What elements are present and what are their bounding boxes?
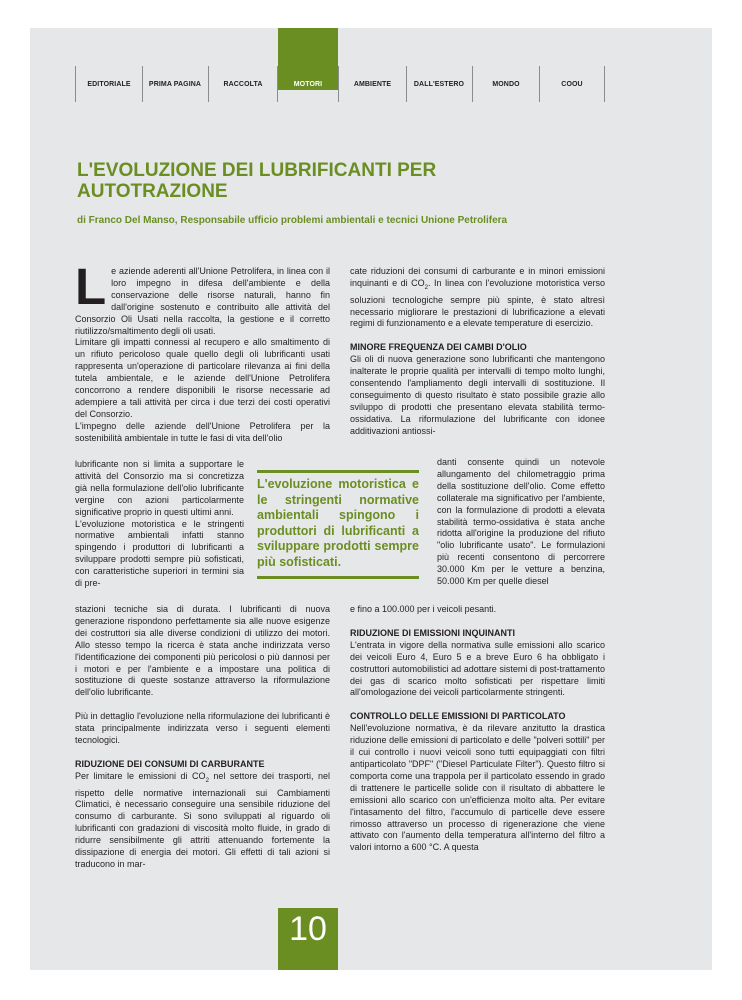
left-column-narrow bbox=[75, 459, 244, 590]
paragraph: L'impegno delle aziende dell'Unione Petrolifera per la sostenibilità ambientale in tutte le fasi di vita dell'olio bbox=[75, 420, 330, 443]
paragraph: e aziende aderenti all'Unione Petrolifera, in linea con il loro impegno in difesa dell'ambiente e della conservazione delle risorse naturali, hanno fin dall'origine sostenuto e contribuito alle attività del Consorzio Oli Usati nella raccolta, la gestione e il corretto riutilizzo/smaltimento degli oli usati. bbox=[75, 266, 330, 336]
paragraph: Più in dettaglio l'evoluzione nella riformulazione dei lubrificanti è stata principalmente indirizzata verso i seguenti elementi tecnologici. bbox=[75, 711, 330, 746]
nav-item-coou[interactable]: COOU bbox=[540, 66, 605, 102]
paragraph: L'evoluzione motoristica e le stringenti normative ambientali infatti stanno spingendo i produttori di lubrificanti a sviluppare prodotti sempre più sofisticati, con caratteristiche superiori in termini sia di pre- bbox=[75, 518, 244, 589]
article-byline: di Franco Del Manso, Responsabile ufficio problemi ambientali e tecnici Unione Petrolifera bbox=[77, 215, 508, 226]
paragraph: Limitare gli impatti connessi al recupero e allo smaltimento di un rifiuto pericoloso quale quello degli oli lubrificanti usati rappresenta un'operazione di particolare rilevanza ai fini della tutela ambientale, e le aziende dell'Unione Petrolifera concorrono a rendere disponibili le risorse necessarie ad adempiere a tali attività per circa i due terzi dei costi operativi del Consorzio. bbox=[75, 337, 330, 419]
right-column-top bbox=[350, 266, 605, 438]
section-nav bbox=[75, 66, 605, 102]
paragraph: Per limitare le emissioni di $CO_2$ nel settore dei trasporti, nel rispetto delle normative internazionali sui Cambiamenti Climatici, è necessario conseguire una sensibile riduzione del consumo di carburante. Si sono sviluppati al riguardo oli lubrificanti con gradazioni di viscosità molto fluide, in grado di ridurre sensibilmente gli attriti attenuando fortemente la dissipazione di energia dei motori. Gli effetti di tali azioni si traducono in mar- bbox=[75, 770, 330, 870]
pull-quote: L'evoluzione motoristica e le stringenti normative ambientali spingono i produttori di lubrificanti a sviluppare prodotti sempre più sofisticati. bbox=[257, 470, 419, 579]
section-heading: RIDUZIONE DEI CONSUMI DI CARBURANTE bbox=[75, 758, 265, 769]
drop-cap: L bbox=[75, 258, 107, 315]
paragraph: danti consente quindi un notevole allungamento del chilometraggio prima della sostituzione dell'olio. Come effetto collaterale ma significativo per l'ambiente, con la formulazione di prodotti a elevata stabilità termo-ossidativa è stata anche ridotta all'origine la produzione del rifiuto "olio lubrificante usato". Le formulazioni più recenti consentono di percorrere 30.000 Km per le vetture a benzina, 50.000 Km per quelle diesel bbox=[437, 457, 605, 587]
nav-item-motori[interactable]: MOTORI bbox=[293, 80, 323, 88]
paragraph: Nell'evoluzione normativa, è da rilevare anzitutto la drastica riduzione delle emissioni di particolato e delle "polveri sottili" per il cui controllo i nuovi veicoli sono tutti equipaggiati con filtri antiparticolato "DPF" ("Diesel Particulate Filter"). Questo filtro si comporta come una trappola per il particolato essendo in grado di trattenere le particelle solide con il risultato di abbattere le emissioni allo scarico con un'efficienza molto alta. Per evitare l'intasamento del filtro, l'accumulo di particelle deve essere rimosso attraverso un processo di rigenerazione che viene attivato con l'aumento della temperatura all'interno del filtro a valori intorno a 600 °C. A questa bbox=[350, 723, 605, 853]
paragraph: e fino a 100.000 per i veicoli pesanti. bbox=[350, 604, 497, 614]
section-heading: RIDUZIONE DI EMISSIONI INQUINANTI bbox=[350, 627, 516, 638]
article-title: L'EVOLUZIONE DEI LUBRIFICANTI PER AUTOTRAZIONE bbox=[77, 160, 437, 202]
paragraph: cate riduzioni dei consumi di carburante e in minori emissioni inquinanti e di $CO_2$. In linea con l'evoluzione motoristica verso soluzioni tecnologiche sempre più spinte, è stato altresì necessario migliorare le prestazioni di lubrificazione a elevati regimi di funzionamento e a elevate temperature di esercizio. bbox=[350, 266, 606, 329]
nav-item-mondo[interactable]: MONDO bbox=[473, 66, 540, 102]
paragraph: L'entrata in vigore della normativa sulle emissioni allo scarico dei veicoli Euro 4, Euro 5 e a breve Euro 6 ha obbligato i costruttori automobilistici ad adottare sistemi di post-trattamento dei gas di scarico molto sofisticati per rispettare limiti all'omologazione dei veicoli particolarmente stringenti. bbox=[350, 639, 605, 698]
right-column-narrow bbox=[437, 457, 605, 588]
right-column-bottom bbox=[350, 604, 605, 854]
nav-item-ambiente[interactable]: AMBIENTE bbox=[338, 66, 407, 102]
page-number: 10 bbox=[289, 910, 327, 948]
nav-item-prima-pagina[interactable]: PRIMA PAGINA bbox=[142, 66, 209, 102]
nav-item-dall-estero[interactable]: DALL'ESTERO bbox=[406, 66, 473, 102]
section-heading: CONTROLLO DELLE EMISSIONI DI PARTICOLATO bbox=[350, 711, 566, 722]
paragraph: stazioni tecniche sia di durata. I lubrificanti di nuova generazione rispondono perfettamente sia alle nuove esigenze dei costruttori sia alle diverse condizioni di utilizzo dei motori. Allo stesso tempo la ricerca è stata anche indirizzata verso l'identificazione dei componenti più pericolosi o più dannosi per i motori e per l'ambiente e a impostare una politica di sostituzione di queste sostanze attraverso la riformulazione dell'olio lubrificante. bbox=[75, 604, 330, 698]
nav-item-raccolta[interactable]: RACCOLTA bbox=[209, 66, 278, 102]
paragraph: lubrificante non si limita a supportare le attività del Consorzio ma si concretizza già nella formulazione dell'olio lubrificante vergine con azioni particolarmente significative proprio in questi ultimi anni. bbox=[75, 459, 244, 517]
left-column-bottom bbox=[75, 604, 330, 871]
section-heading: MINORE FREQUENZA DEI CAMBI D'OLIO bbox=[350, 342, 527, 353]
left-column-top bbox=[75, 258, 330, 445]
paragraph: Gli oli di nuova generazione sono lubrificanti che mantengono inalterate le proprie qualità per intervalli di tempo molto lunghi, consentendo l'ampliamento degli intervalli di sostituzione. Il conseguimento di questo risultato è stato possibile grazie allo sviluppo di prodotti che presentano elevata stabilità termo-ossidativa. La riformulazione del lubrificante con idonee additivazioni antiossi- bbox=[350, 354, 605, 436]
nav-item-editoriale[interactable]: EDITORIALE bbox=[75, 66, 143, 102]
